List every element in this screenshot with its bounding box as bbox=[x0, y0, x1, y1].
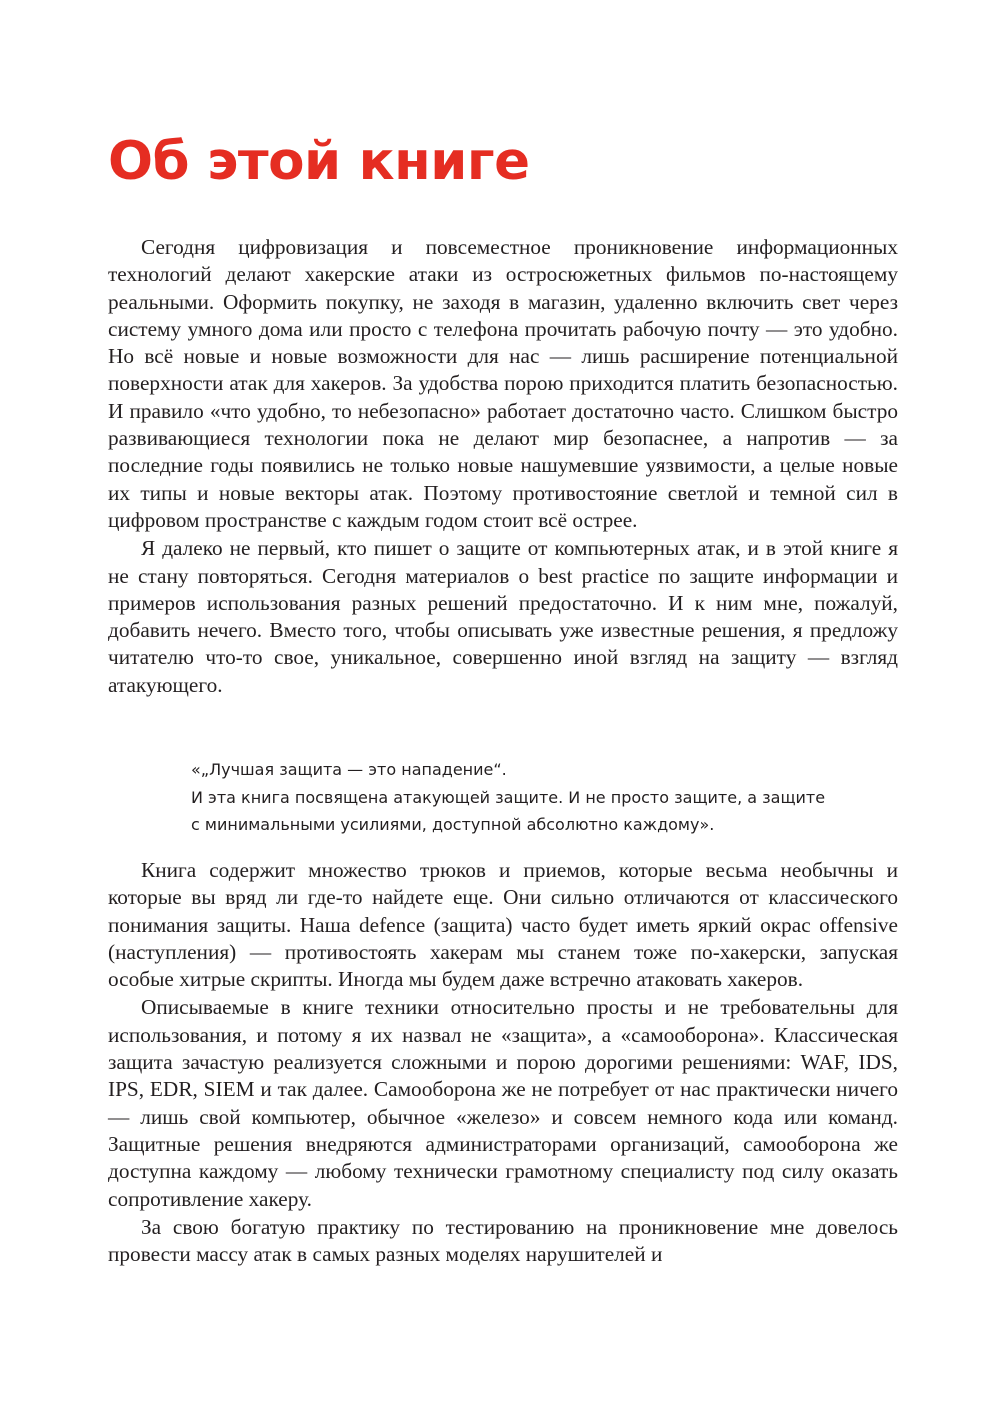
quote-line: И эта книга посвящена атакующей защите. И не просто защите, а защите bbox=[191, 787, 826, 807]
epigraph-quote bbox=[191, 756, 899, 839]
paragraph-digitalization: Сегодня цифровизация и повсеместное проникновение информационных технологий делают хакерские атаки из остросюжетных фильмов по-настоящему реальными. Оформить покупку, не заходя в магазин, удаленно включить свет через систему умного дома или просто с телефона прочитать рабочую почту — это удобно. Но всё новые и новые возможности для нас — лишь расширение потенциальной поверхности атак для хакеров. За удобства порою приходится платить безопасностью. И правило «что удобно, то небезопасно» работает достаточно часто. Слишком быстро развивающиеся технологии пока не делают мир безопаснее, а напротив — за последние годы появились не только новые нашумевшие уязвимости, а целые новые их типы и новые векторы атак. Поэтому противостояние светлой и темной сил в цифровом пространстве с каждым годом стоит всё острее. bbox=[108, 235, 898, 532]
page-title: Об этой книге bbox=[108, 131, 530, 192]
paragraph-tricks: Книга содержит множество трюков и приемов, которые весьма необычны и которые вы вряд ли где-то найдете еще. Они сильно отличаются от классического понимания защиты. Наша defence (защита) часто будет иметь яркий окрас offensive (наступления) — противостоять хакерам мы станем тоже по-хакерски, запуская особые хитрые скрипты. Иногда мы будем даже встречно атаковать хакеров. bbox=[108, 858, 898, 992]
paragraph-practice: За свою богатую практику по тестированию на проникновение мне довелось провести массу атак в самых разных моделях нарушителей и bbox=[108, 1214, 898, 1267]
quote-line: «„Лучшая защита — это нападение“. bbox=[191, 760, 507, 779]
paragraph-author-approach: Я далеко не первый, кто пишет о защите от компьютерных атак, и в этой книге я не стану повторяться. Сегодня материалов о best practice по защите информации и примеров использования разных решений предостаточно. И к ним мне, пожалуй, добавить нечего. Вместо того, чтобы описывать уже известные решения, я предложу читателю что-то свое, уникальное, совершенно иной взгляд на защиту — взгляд атакующего. bbox=[108, 536, 898, 697]
quote-line: с минимальными усилиями, доступной абсолютно каждому». bbox=[191, 815, 715, 834]
paragraph-self-defense: Описываемые в книге техники относительно просты и не требовательны для использования, и потому я их назвал не «защита», а «самооборона». Классическая защита зачастую реализуется сложными и порою дорогими решениями: WAF, IDS, IPS, EDR, SIEM и так далее. Самооборона же не потребует от нас практически ничего — лишь свой компьютер, обычное «железо» и совсем немного кода или команд. Защитные решения внедряются администраторами организаций, самооборона же доступна каждому — любому технически грамотному специалисту под силу оказать сопротивление хакеру. bbox=[108, 995, 898, 1211]
intro-section bbox=[108, 234, 898, 699]
main-section bbox=[108, 857, 898, 1268]
